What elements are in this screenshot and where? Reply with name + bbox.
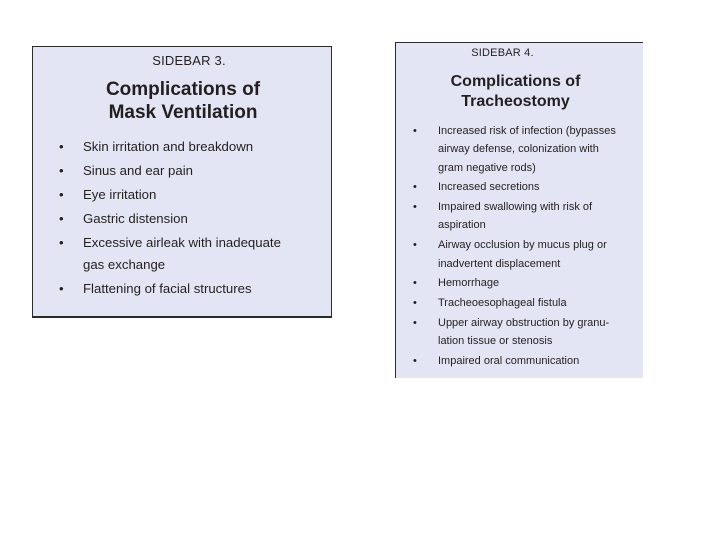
- complications-list: [55, 136, 319, 299]
- list-item-text-line: Eye irritation: [83, 187, 157, 202]
- sidebar-title: [410, 72, 635, 112]
- bullet-icon: •: [413, 125, 417, 137]
- sidebar-title-line-2: Tracheostomy: [461, 93, 570, 110]
- bullet-icon: •: [59, 163, 64, 178]
- bullet-icon: •: [59, 211, 64, 226]
- list-item-text-line: Upper airway obstruction by granu-: [438, 316, 610, 329]
- list-item-text-line: Sinus and ear pain: [83, 163, 193, 178]
- list-item: [410, 274, 635, 292]
- sidebar-title: [55, 78, 319, 124]
- list-item-text-line: Hemorrhage: [438, 277, 500, 290]
- sidebar-title-line-1: Complications of: [450, 73, 581, 90]
- list-item: [55, 278, 319, 300]
- list-item: [55, 184, 319, 206]
- bullet-icon: •: [413, 297, 417, 310]
- list-item: [55, 208, 319, 230]
- sidebar-title-line-1: Complications of: [105, 79, 261, 100]
- list-item-text-line: airway defense, colonization with: [438, 143, 599, 156]
- bullet-icon: •: [413, 239, 417, 252]
- sidebar-title-line-2: Mask Ventilation: [108, 102, 258, 123]
- bullet-icon: •: [413, 201, 417, 214]
- list-item: [55, 232, 319, 275]
- list-item-text-line: gram negative rods): [438, 161, 536, 174]
- bullet-icon: •: [59, 280, 64, 296]
- bullet-icon: •: [413, 355, 417, 368]
- list-item: [55, 160, 319, 182]
- bullet-icon: •: [59, 235, 64, 250]
- list-item: [410, 178, 635, 196]
- complications-list: [410, 122, 635, 370]
- list-item-text-line: Excessive airleak with inadequate: [83, 235, 281, 250]
- list-item: [410, 294, 635, 312]
- list-item: [410, 122, 635, 177]
- list-item-text-line: aspiration: [438, 219, 486, 232]
- list-item-text-line: Increased secretions: [438, 181, 540, 194]
- bullet-icon: •: [59, 187, 64, 202]
- list-item-text-line: Impaired swallowing with risk of: [438, 201, 593, 214]
- list-item: [410, 352, 635, 370]
- list-item-text-line: Flattening of facial structures: [83, 280, 252, 296]
- list-item: [55, 136, 319, 158]
- list-item: [410, 236, 635, 273]
- list-item-text-line: Airway occlusion by mucus plug or: [438, 239, 607, 252]
- list-item-text-line: Increased risk of infection (bypasses: [438, 125, 616, 137]
- list-item: [410, 198, 635, 235]
- bullet-icon: •: [59, 139, 64, 154]
- bullet-icon: •: [413, 181, 417, 194]
- list-item-text-line: Skin irritation and breakdown: [83, 139, 254, 154]
- sidebar-3-mask-ventilation: [32, 46, 332, 318]
- list-item-text-line: Impaired oral communication: [438, 355, 580, 368]
- list-item-text-line: Tracheoesophageal fistula: [438, 297, 567, 310]
- list-item-text-line: lation tissue or stenosis: [438, 335, 553, 348]
- bullet-icon: •: [413, 277, 417, 290]
- list-item-text-line: gas exchange: [83, 256, 166, 272]
- sidebar-4-tracheostomy: [395, 42, 643, 378]
- sidebar-label: SIDEBAR 4.: [471, 47, 534, 59]
- bullet-icon: •: [413, 316, 417, 329]
- list-item-text-line: inadvertent displacement: [438, 257, 561, 270]
- list-item: [410, 314, 635, 351]
- sidebar-label: SIDEBAR 3.: [152, 53, 226, 68]
- list-item-text-line: Gastric distension: [83, 211, 188, 226]
